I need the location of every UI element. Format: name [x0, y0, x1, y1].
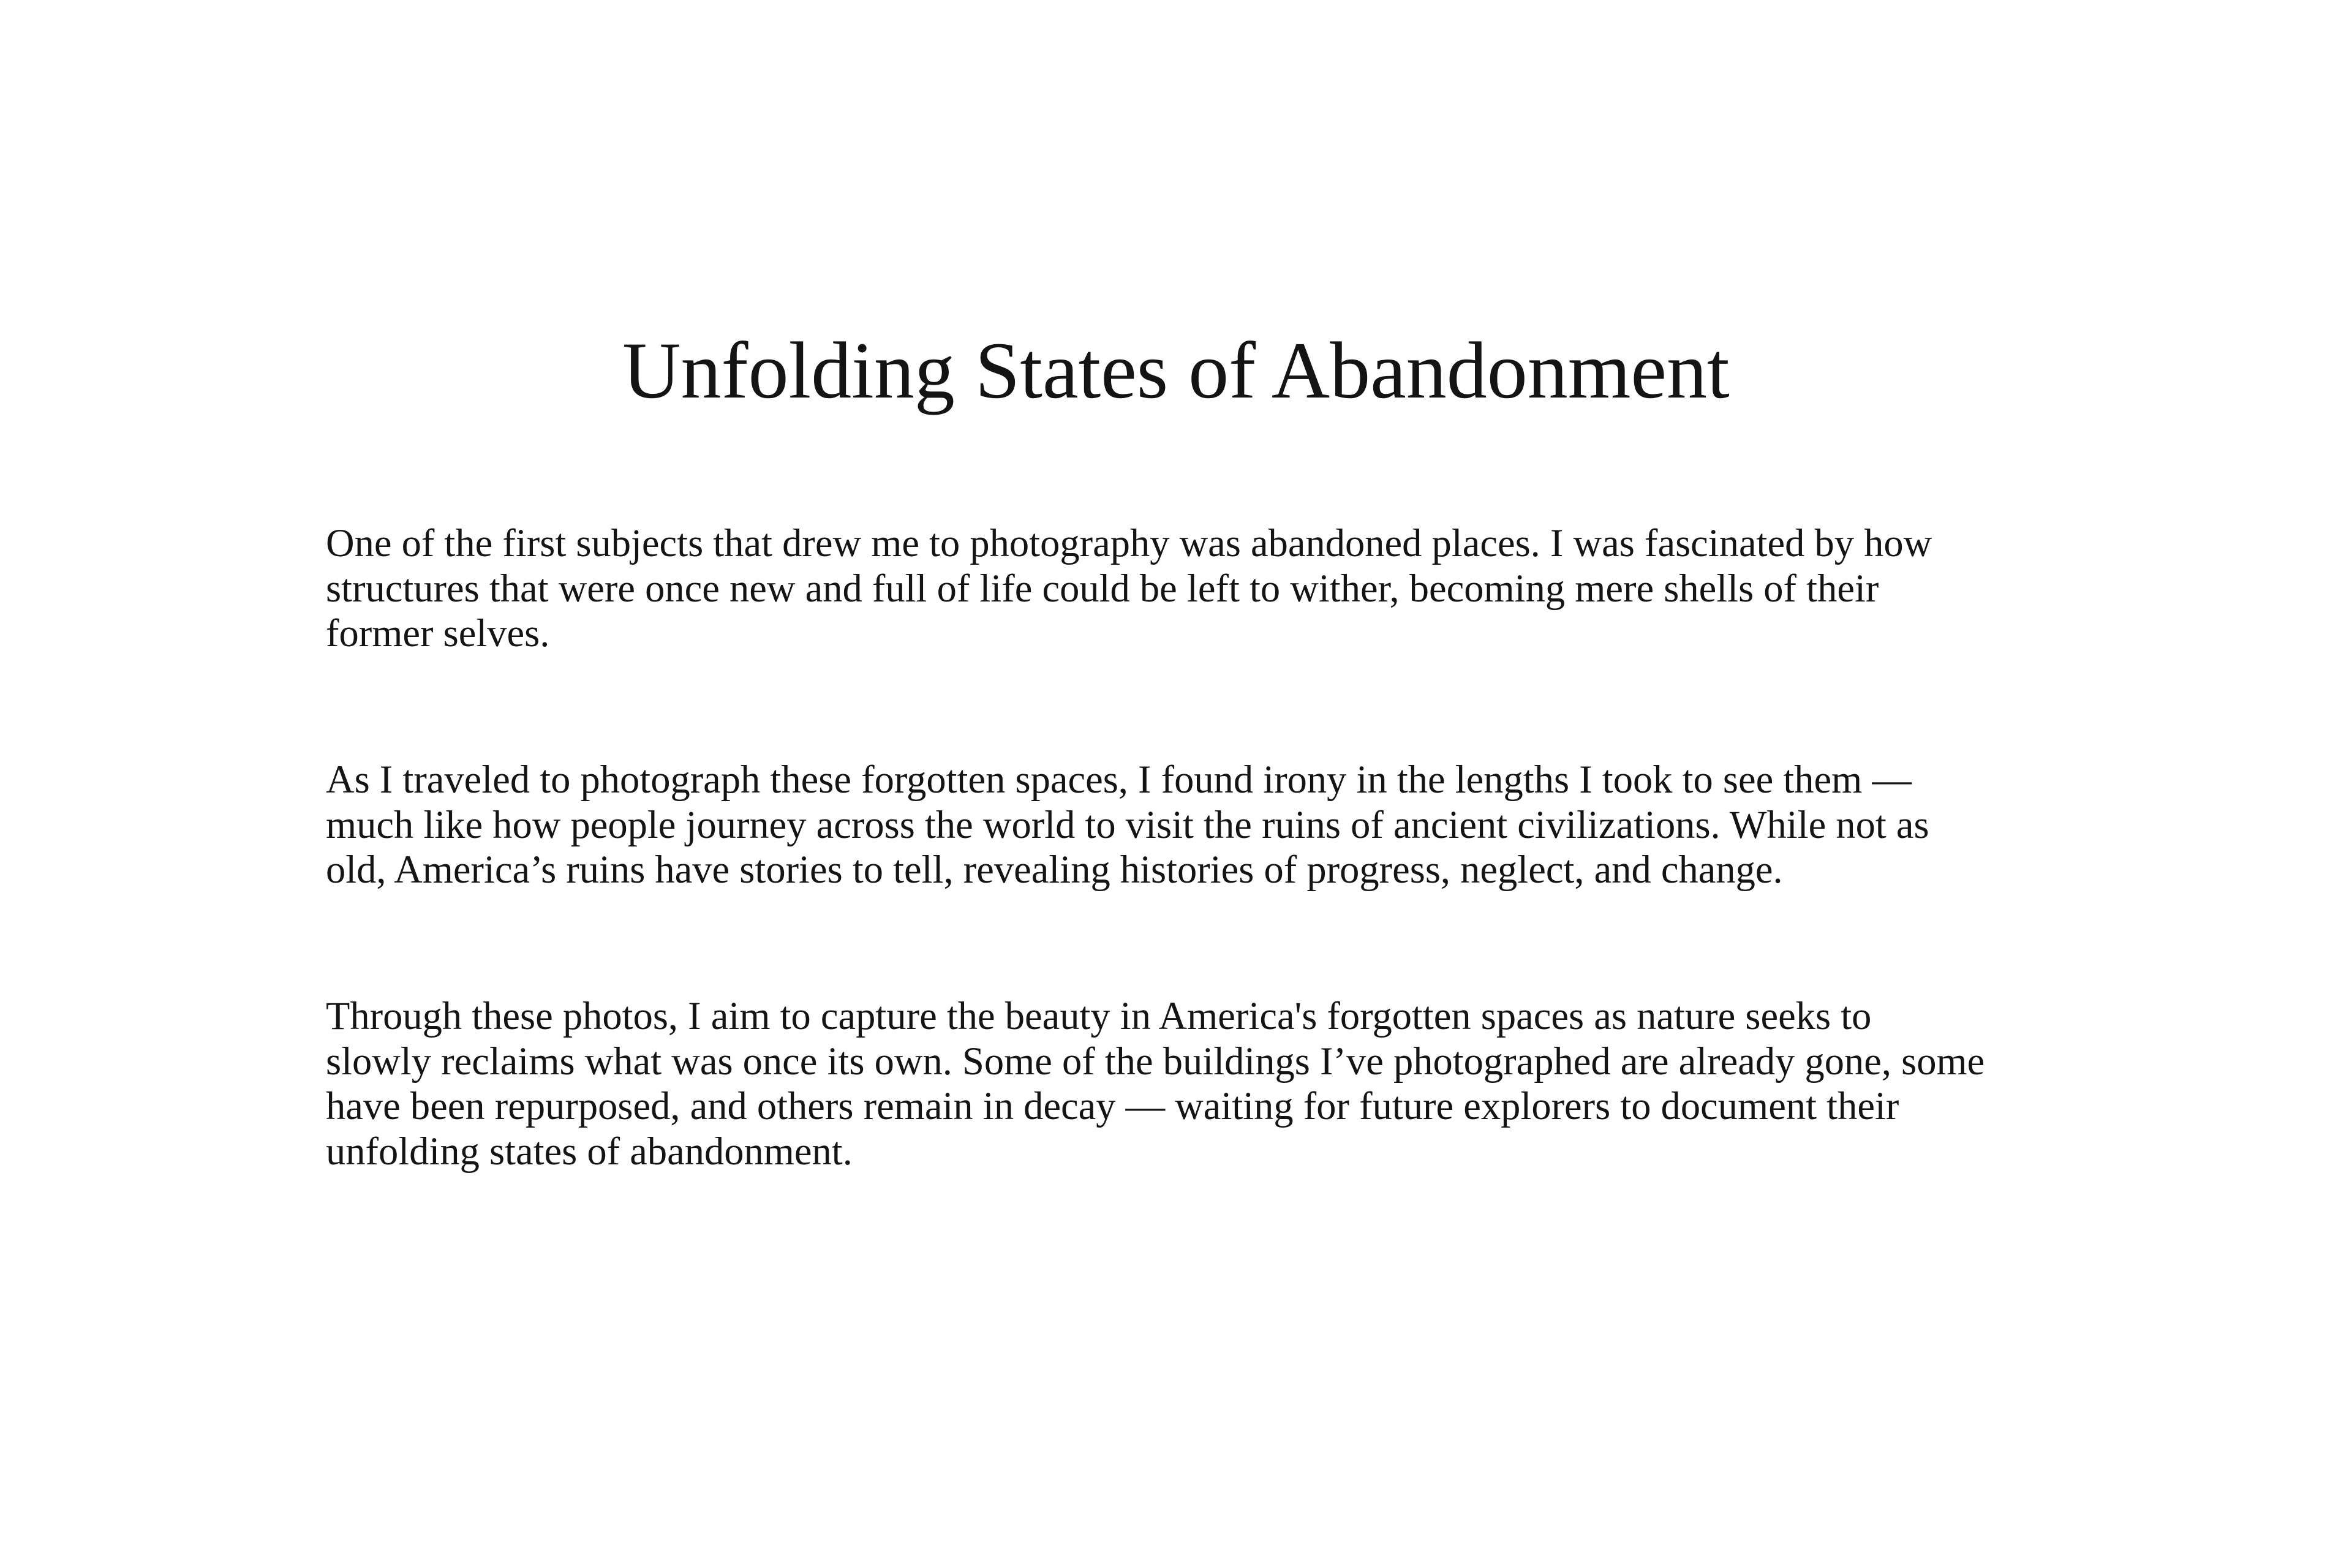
paragraph-line: As I traveled to photograph these forgotten spaces, I found irony in the lengths I took to see them — — [326, 758, 1912, 801]
paragraph-intro — [326, 521, 2053, 656]
paragraph-line: have been repurposed, and others remain in decay — waiting for future explorers to document their — [326, 1084, 1899, 1128]
paragraph-line: former selves. — [326, 611, 550, 655]
paragraph-line: Through these photos, I aim to capture the beauty in America's forgotten spaces as nature seeks to — [326, 994, 1872, 1038]
page-title: Unfolding States of Abandonment — [622, 325, 1730, 415]
paragraph-line: slowly reclaims what was once its own. Some of the buildings I’ve photographed are already gone, some — [326, 1039, 1985, 1083]
paragraph-line: structures that were once new and full of life could be left to wither, becoming mere shells of their — [326, 566, 1879, 610]
paragraph-line: unfolding states of abandonment. — [326, 1129, 853, 1173]
paragraph-travel — [326, 757, 2053, 892]
paragraph-line: much like how people journey across the world to visit the ruins of ancient civilizations. While not as — [326, 802, 1929, 846]
paragraph-line: One of the first subjects that drew me to photography was abandoned places. I was fascinated by how — [326, 521, 1932, 565]
paragraph-line: old, America’s ruins have stories to tell, revealing histories of progress, neglect, and change. — [326, 848, 1783, 891]
paragraph-aim — [326, 993, 2053, 1174]
